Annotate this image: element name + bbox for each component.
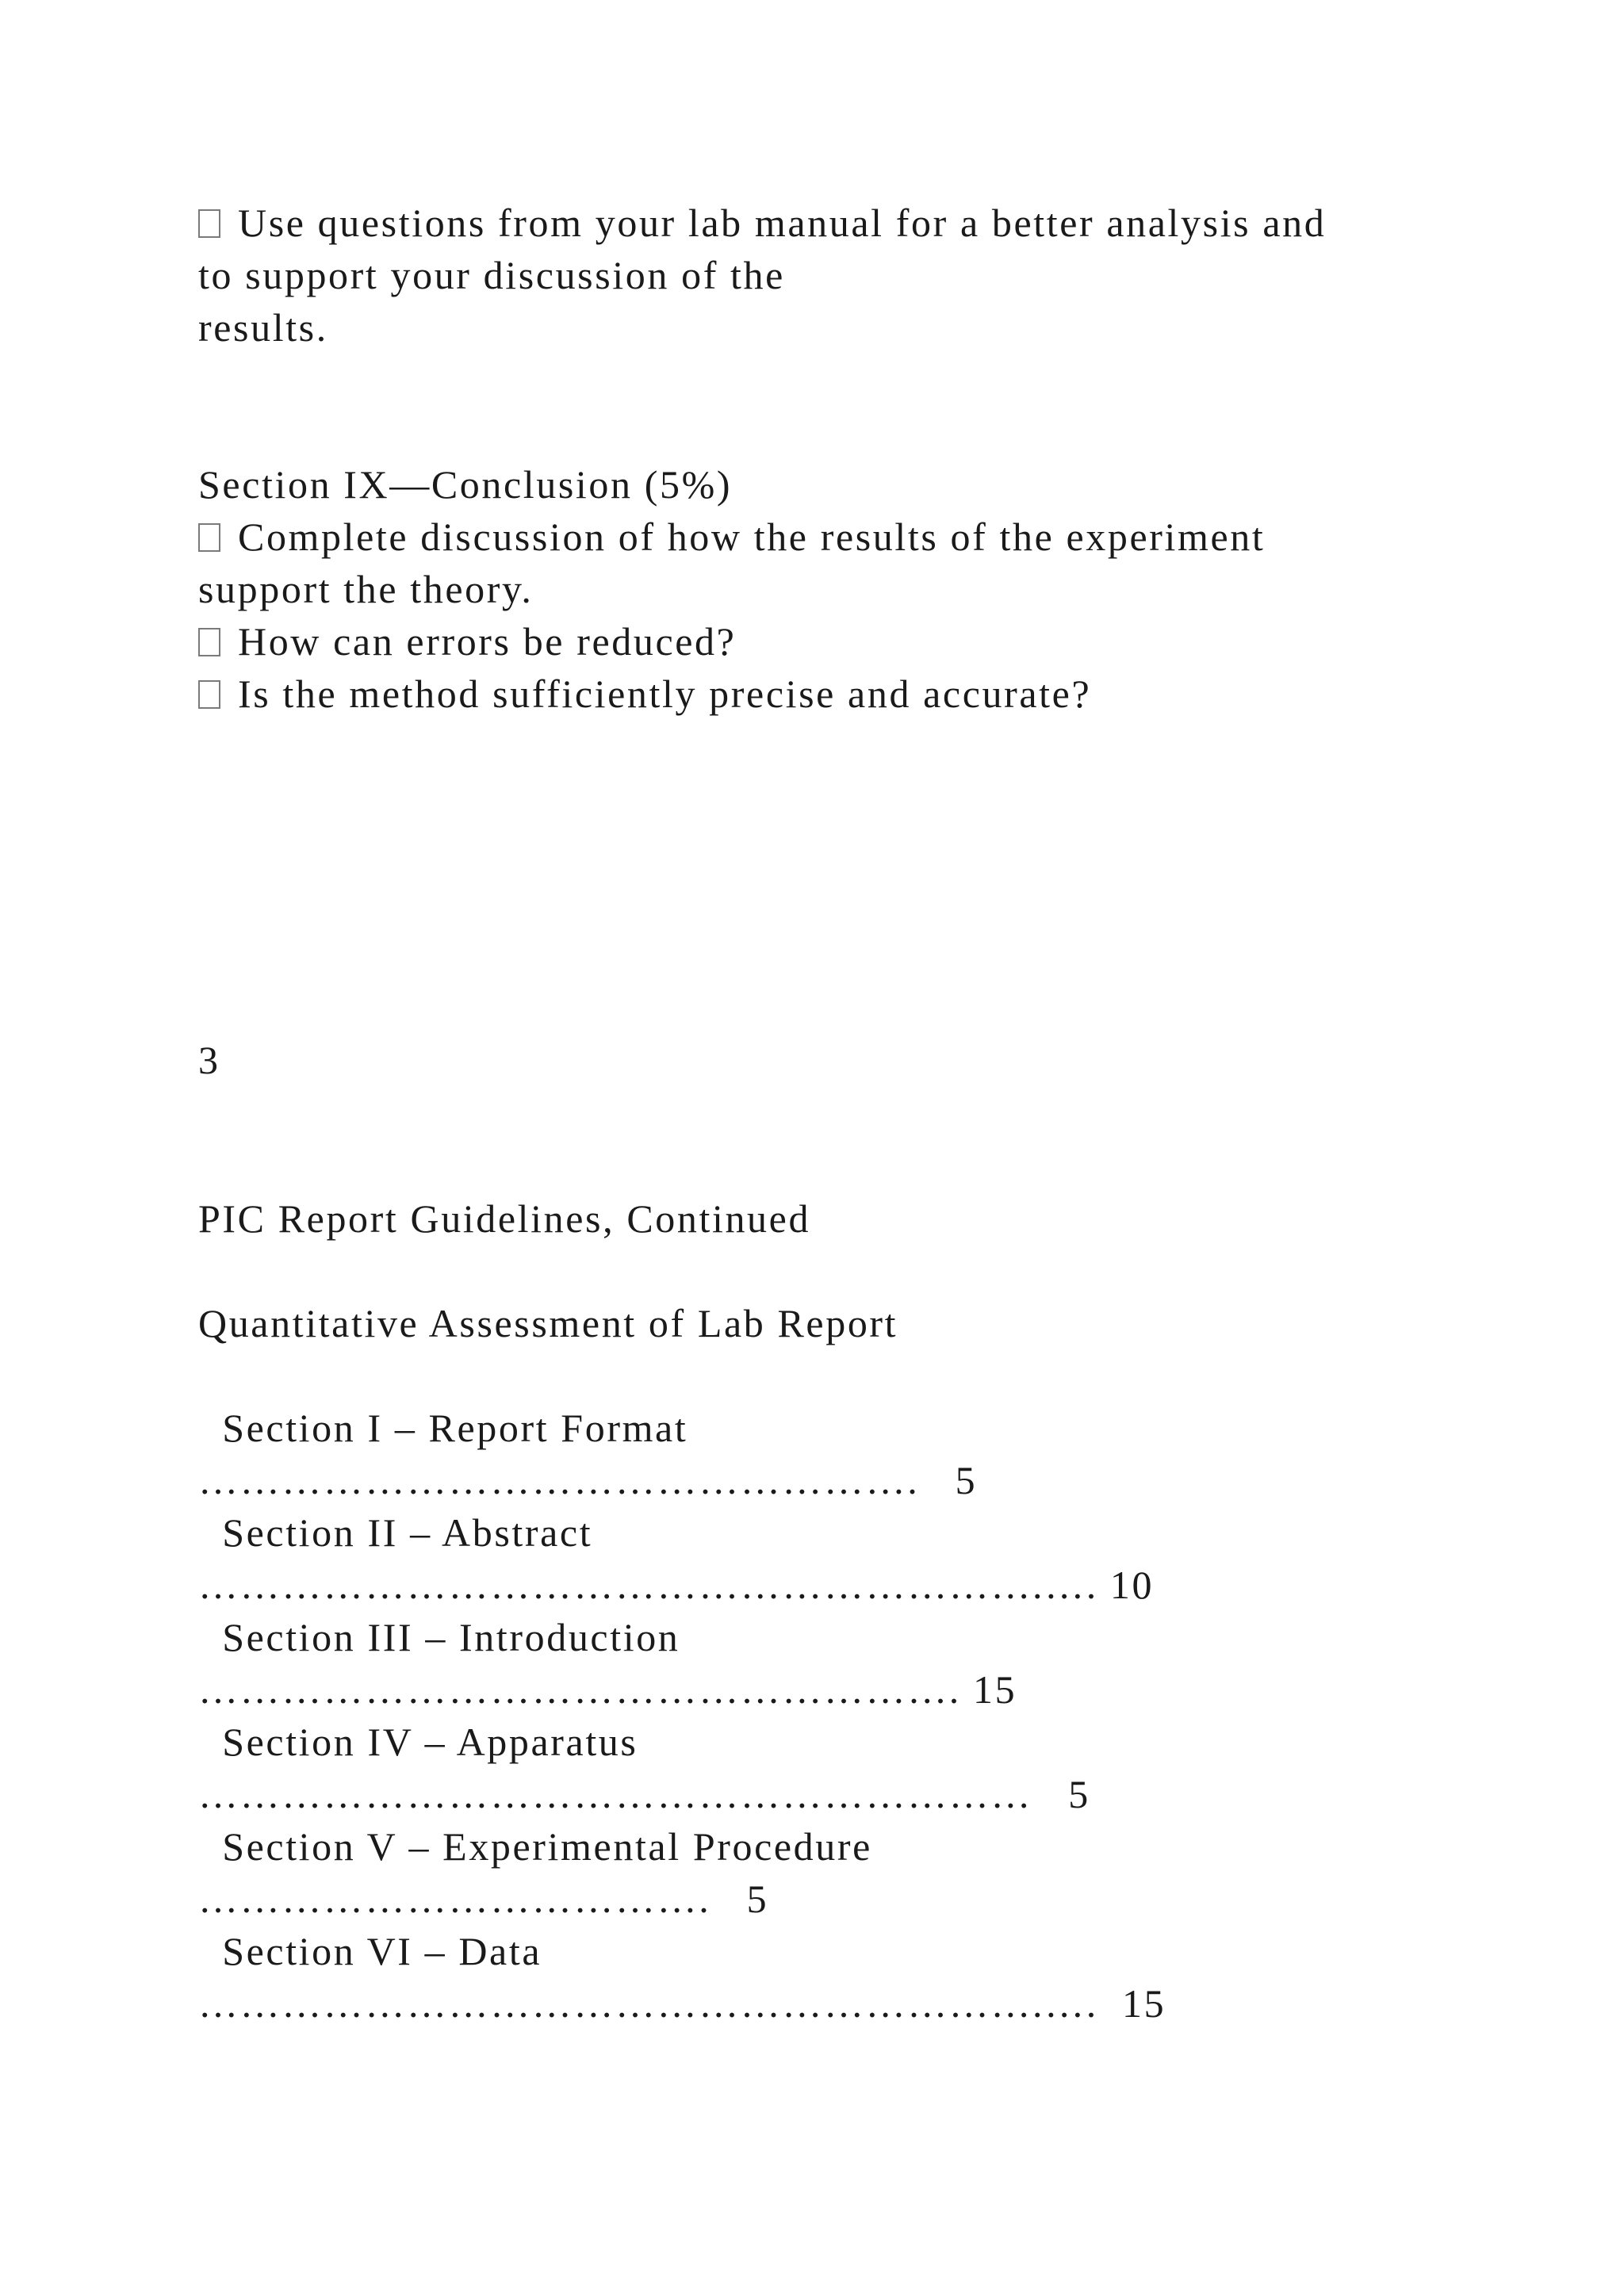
analysis-bullet-1 bbox=[198, 197, 1326, 249]
analysis-bullet-1-line-2: to support your discussion of the bbox=[198, 253, 785, 297]
assessment-item-label: Section IV – Apparatus bbox=[198, 1720, 638, 1764]
conclusion-bullet-1-line-2: support the theory. bbox=[198, 567, 534, 611]
assessment-item-label: Section VI – Data bbox=[198, 1929, 542, 1973]
missing-glyph-box-icon bbox=[198, 680, 220, 709]
assessment-item-points: ……………………………………………. 5 bbox=[198, 1458, 978, 1502]
analysis-bullet-1-line-1: Use questions from your lab manual for a better analysis and bbox=[238, 201, 1327, 245]
conclusion-heading: Section IX—Conclusion (5%) bbox=[198, 462, 733, 507]
conclusion-bullet-3 bbox=[198, 668, 1091, 720]
missing-glyph-box-icon bbox=[198, 209, 220, 238]
assessment-title: Quantitative Assessment of Lab Report bbox=[198, 1301, 898, 1345]
missing-glyph-box-icon bbox=[198, 523, 220, 552]
assessment-item-label: Section V – Experimental Procedure bbox=[198, 1824, 872, 1869]
assessment-item-label: Section I – Report Format bbox=[198, 1406, 688, 1450]
assessment-item-points: ………………………………. 5 bbox=[198, 1877, 769, 1921]
missing-glyph-box-icon bbox=[198, 628, 220, 656]
conclusion-bullet-2-text: How can errors be reduced? bbox=[238, 619, 737, 664]
running-header: PIC Report Guidelines, Continued bbox=[198, 1196, 811, 1241]
conclusion-bullet-1 bbox=[198, 511, 1265, 563]
analysis-bullet-1-line-3: results. bbox=[198, 305, 328, 350]
conclusion-bullet-3-text: Is the method sufficiently precise and accurate? bbox=[238, 672, 1092, 716]
conclusion-bullet-1-line-1: Complete discussion of how the results of the experiment bbox=[238, 515, 1266, 559]
assessment-item-points: …………………………………………………….…. 15 bbox=[198, 1981, 1166, 2026]
assessment-item-label: Section II – Abstract bbox=[198, 1510, 593, 1555]
assessment-item-label: Section III – Introduction bbox=[198, 1615, 680, 1659]
conclusion-bullet-2 bbox=[198, 615, 736, 668]
assessment-item-points: …………………………………………………….…. 10 bbox=[198, 1563, 1155, 1607]
assessment-item-points: ………………………………………………. 15 bbox=[198, 1667, 1017, 1712]
assessment-item-points: …………………………………………………… 5 bbox=[198, 1772, 1090, 1816]
page-number: 3 bbox=[198, 1038, 220, 1082]
